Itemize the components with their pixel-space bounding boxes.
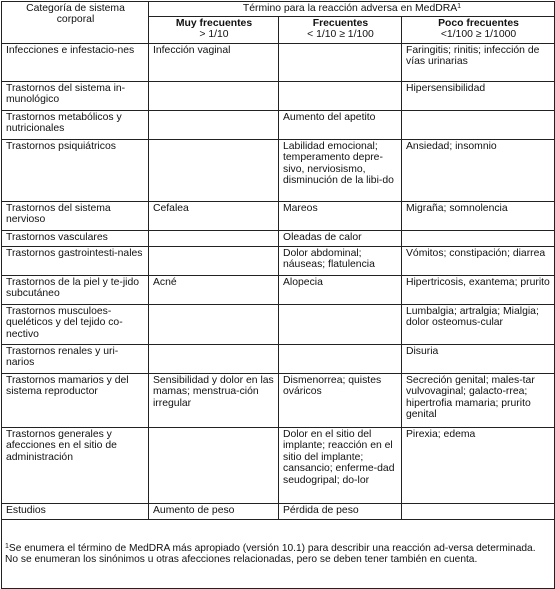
table-row [2, 374, 555, 428]
table-row [2, 345, 555, 374]
cell-very-common [149, 345, 279, 374]
cell-category: Trastornos de la piel y te-jido subcutáneo [2, 276, 149, 305]
table-row [2, 231, 555, 247]
cell-category: Infecciones e infestacio-nes [2, 44, 149, 82]
cell-category: Trastornos renales y uri-narios [2, 345, 149, 374]
header-term-label: Término para la reacción adversa en MedDRA [242, 3, 458, 14]
cell-very-common: Infección vaginal [149, 44, 279, 82]
table-row [2, 111, 555, 140]
cell-uncommon: Pirexia; edema [402, 428, 555, 504]
header-very-common-range: > 1/10 [199, 29, 229, 41]
table-row [2, 247, 555, 276]
cell-category: Trastornos gastrointesti-nales [2, 247, 149, 276]
cell-very-common: Acné [149, 276, 279, 305]
header-common-label: Frecuentes [312, 18, 369, 29]
table-footnote [5, 543, 550, 566]
cell-common: Aumento del apetito [279, 111, 402, 140]
cell-category: Trastornos metabólicos y nutricionales [2, 111, 149, 140]
header-category [2, 2, 149, 44]
cell-uncommon: Lumbalgia; artralgia; Mialgia; dolor osteomus-cular [402, 305, 555, 345]
header-very-common-label: Muy frecuentes [175, 18, 253, 29]
cell-common: Dismenorrea; quistes ováricos [279, 374, 402, 428]
cell-common: Dolor en el sitio del implante; reacción en el sitio del implante; cansancio; enferme-dad seudogripal; do-lor [279, 428, 402, 504]
cell-very-common: Aumento de peso [149, 504, 279, 520]
header-category-label: Categoría de sistema corporal [26, 3, 125, 26]
cell-category: Trastornos generales y afecciones en el sitio de administración [2, 428, 149, 504]
cell-uncommon [402, 504, 555, 520]
cell-category: Estudios [2, 504, 149, 520]
cell-common: Labilidad emocional; temperamento depre-sivo, nerviosismo, disminución de la libi-do [279, 140, 402, 202]
cell-category: Trastornos musculoes-queléticos y del tejido co-nectivo [2, 305, 149, 345]
cell-uncommon [402, 111, 555, 140]
cell-common: Oleadas de calor [279, 231, 402, 247]
cell-uncommon [402, 231, 555, 247]
cell-category: Trastornos psiquiátricos [2, 140, 149, 202]
cell-uncommon: Hipertricosis, exantema; prurito [402, 276, 555, 305]
cell-common [279, 305, 402, 345]
cell-uncommon: Secreción genital; males-tar vulvovaginal; galacto-rrea; hipertrofia mamaria; prurito genital [402, 374, 555, 428]
table-row [2, 305, 555, 345]
header-very-common [149, 17, 279, 44]
cell-category: Trastornos del sistema in-munológico [2, 82, 149, 111]
table-row [2, 82, 555, 111]
cell-category: Trastornos del sistema nervioso [2, 202, 149, 231]
cell-very-common [149, 305, 279, 345]
cell-category: Trastornos mamarios y del sistema reproductor [2, 374, 149, 428]
table-row [2, 504, 555, 520]
header-uncommon [402, 17, 555, 44]
table-row [2, 428, 555, 504]
cell-common [279, 345, 402, 374]
table-row [2, 44, 555, 82]
cell-very-common [149, 111, 279, 140]
cell-uncommon: Vómitos; constipación; diarrea [402, 247, 555, 276]
table-row [2, 140, 555, 202]
cell-very-common [149, 247, 279, 276]
header-term-group [149, 2, 555, 17]
cell-very-common [149, 231, 279, 247]
cell-uncommon: Faringitis; rinitis; infección de vías urinarias [402, 44, 555, 82]
cell-common [279, 82, 402, 111]
cell-uncommon: Migraña; somnolencia [402, 202, 555, 231]
cell-very-common: Sensibilidad y dolor en las mamas; menstrua-ción irregular [149, 374, 279, 428]
cell-very-common [149, 140, 279, 202]
cell-common [279, 44, 402, 82]
cell-very-common [149, 428, 279, 504]
header-uncommon-range: <1/100 ≥ 1/1000 [440, 29, 517, 41]
cell-uncommon: Ansiedad; insomnio [402, 140, 555, 202]
header-common [279, 17, 402, 44]
cell-uncommon: Disuria [402, 345, 555, 374]
cell-uncommon: Hipersensibilidad [402, 82, 555, 111]
header-uncommon-label: Poco frecuentes [438, 18, 519, 29]
table-row [2, 276, 555, 305]
cell-common: Alopecia [279, 276, 402, 305]
cell-very-common: Cefalea [149, 202, 279, 231]
cell-common: Pérdida de peso [279, 504, 402, 520]
footnote-text: Se enumera el término de MedDRA más apropiado (versión 10.1) para describir una reacción ad-versa determinada. No se enumeran los sinónimos u otras afecciones relacionadas, pero se deben tener también en cuenta. [5, 543, 536, 566]
cell-common: Dolor abdominal; náuseas; flatulencia [279, 247, 402, 276]
table-row [2, 202, 555, 231]
header-common-range: < 1/10 ≥ 1/100 [307, 29, 374, 41]
cell-category: Trastornos vasculares [2, 231, 149, 247]
cell-common: Mareos [279, 202, 402, 231]
footnote-mark: 1 [5, 543, 9, 550]
header-term-footnote-mark: 1 [457, 3, 462, 10]
cell-very-common [149, 82, 279, 111]
adverse-reactions-table [1, 1, 555, 520]
